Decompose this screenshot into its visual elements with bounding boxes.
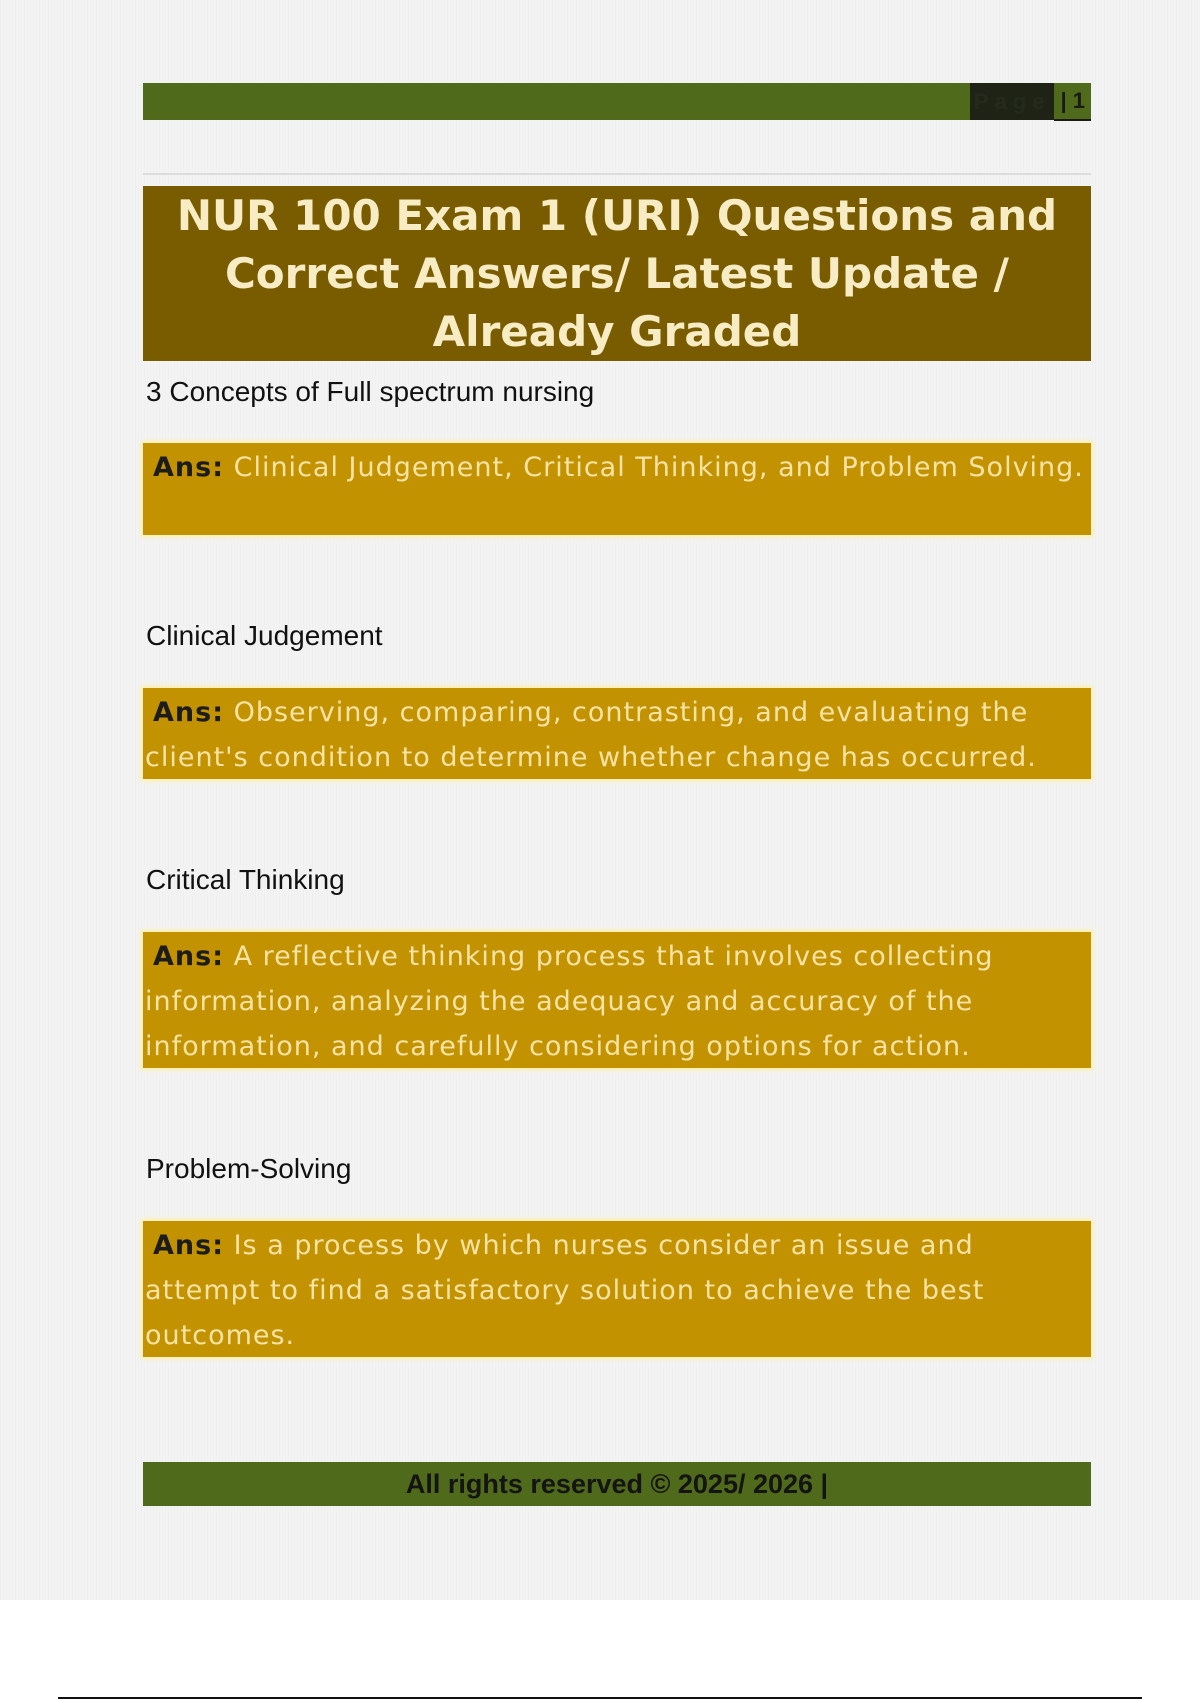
- header-divider: [143, 173, 1091, 175]
- question-2: Clinical Judgement: [146, 620, 383, 651]
- answer-label: Ans:: [153, 941, 224, 972]
- answer-box-2: [143, 688, 1091, 779]
- answer-text-4: Is a process by which nurses consider an issue and attempt to find a satisfactory solution to achieve the best outcomes.: [145, 1230, 985, 1351]
- title-banner: [143, 186, 1091, 361]
- answer-label: Ans:: [153, 452, 224, 483]
- answer-label: Ans:: [153, 697, 224, 728]
- question-3: Critical Thinking: [146, 864, 345, 895]
- page-number: [970, 83, 1091, 120]
- document-title: NUR 100 Exam 1 (URI) Questions and Correct Answers/ Latest Update / Already Graded: [176, 190, 1058, 356]
- footer-bar: [143, 1462, 1091, 1506]
- answer-text-2: Observing, comparing, contrasting, and evaluating the client's condition to determine whether change has occurred.: [145, 697, 1037, 773]
- page-separator: | 1: [1054, 82, 1091, 121]
- bottom-divider: [58, 1697, 1142, 1699]
- answer-box-1: [143, 443, 1091, 535]
- answer-text-1: Clinical Judgement, Critical Thinking, and Problem Solving.: [233, 452, 1084, 483]
- question-4: Problem-Solving: [146, 1153, 352, 1184]
- answer-box-3: [143, 932, 1091, 1068]
- answer-text-3: A reflective thinking process that involves collecting information, analyzing the adequacy and accuracy of the information, and carefully considering options for action.: [145, 941, 994, 1062]
- answer-box-4: [143, 1221, 1091, 1357]
- header-bar: [143, 83, 1091, 120]
- question-1: 3 Concepts of Full spectrum nursing: [146, 376, 595, 407]
- footer-copyright: All rights reserved © 2025/ 2026 |: [405, 1468, 829, 1499]
- answer-label: Ans:: [153, 1230, 224, 1261]
- page-word: Page: [970, 83, 1055, 120]
